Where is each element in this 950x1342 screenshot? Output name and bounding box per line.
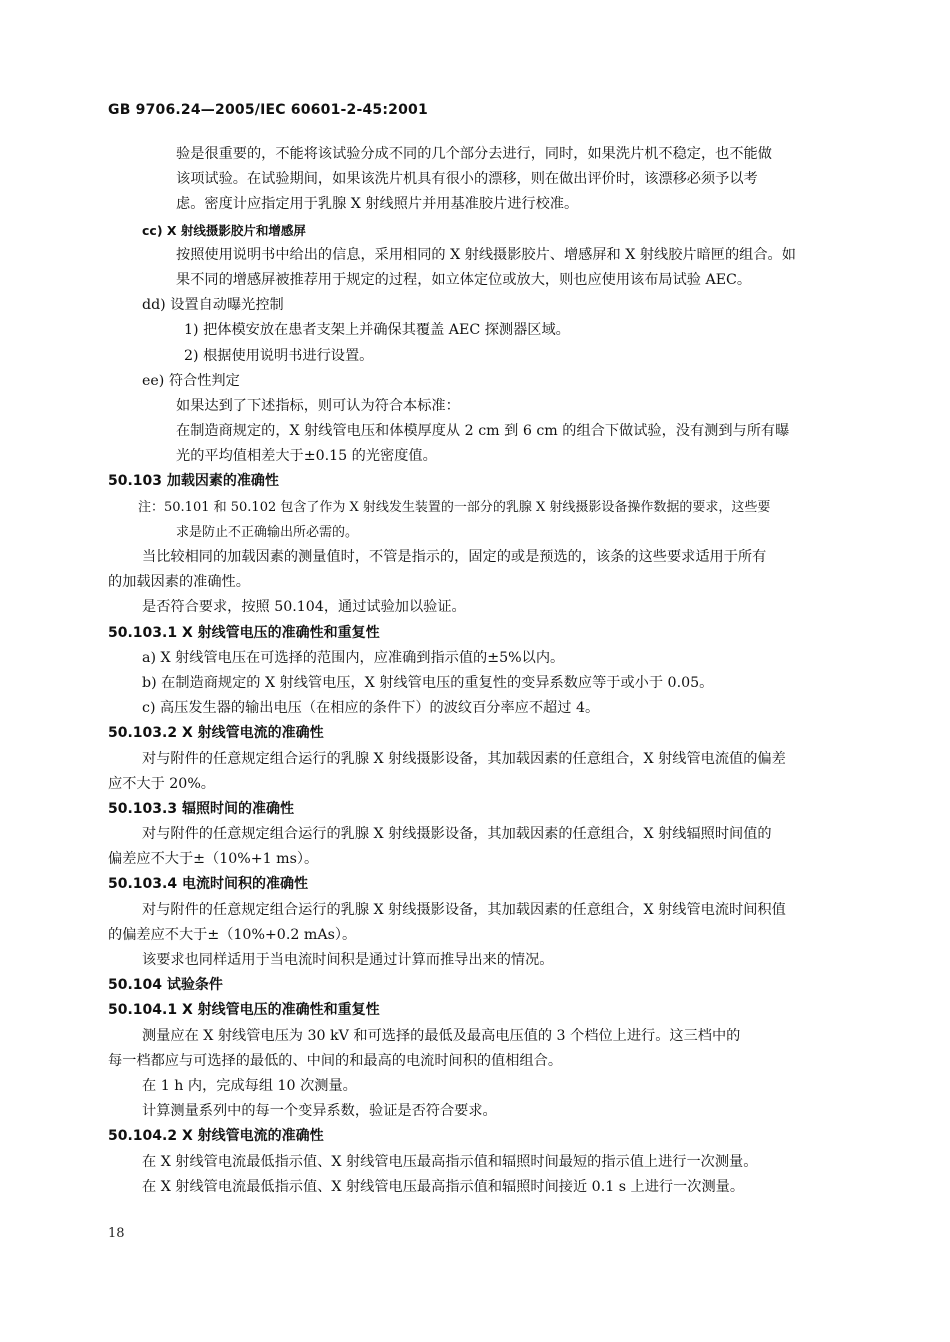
body-text-line: 每一档都应与可选择的最低的、中间的和最高的电流时间积的值相组合。 bbox=[108, 1052, 563, 1069]
body-text-line: 该项试验。在试验期间，如果该洗片机具有很小的漂移，则在做出评价时，该漂移必须予以考 bbox=[176, 171, 758, 188]
body-text-line: 果不同的增感屏被推荐用于规定的过程，如立体定位或放大，则也应使用该布局试验 AEC。 bbox=[176, 271, 752, 288]
body-text-line: 光的平均值相差大于±0.15 的光密度值。 bbox=[176, 448, 437, 465]
sub-list-item: 2) 根据使用说明书进行设置。 bbox=[184, 347, 374, 364]
standard-header: GB 9706.24—2005/IEC 60601-2-45:2001 bbox=[108, 102, 428, 118]
section-heading: 50.103.2 X 射线管电流的准确性 bbox=[108, 725, 324, 742]
body-text-line: 当比较相同的加载因素的测量值时，不管是指示的，固定的或是预选的，该条的这些要求适用于所有 bbox=[142, 549, 767, 565]
body-text-line: 计算测量系列中的每一个变异系数，验证是否符合要求。 bbox=[142, 1103, 497, 1120]
list-item-a: a) X 射线管电压在可选择的范围内，应准确到指示值的±5%以内。 bbox=[142, 649, 565, 666]
body-text-line: 对与附件的任意规定组合运行的乳腺 X 射线摄影设备，其加载因素的任意组合，X 射线辐照时间值的 bbox=[142, 826, 772, 843]
section-heading: 50.104.2 X 射线管电流的准确性 bbox=[108, 1128, 324, 1145]
body-text-line: 在制造商规定的，X 射线管电压和体模厚度从 2 cm 到 6 cm 的组合下做试验，没有测到与所有曝 bbox=[176, 423, 790, 440]
page-number: 18 bbox=[108, 1226, 125, 1241]
note-text: 求是防止不正确输出所必需的。 bbox=[176, 524, 359, 540]
body-text-line: 的加载因素的准确性。 bbox=[108, 574, 250, 591]
sub-list-item: 1) 把体模安放在患者支架上并确保其覆盖 AEC 探测器区域。 bbox=[184, 322, 570, 339]
body-text-line: 对与附件的任意规定组合运行的乳腺 X 射线摄影设备，其加载因素的任意组合，X 射线管电流值的偏差 bbox=[142, 750, 786, 767]
section-heading: 50.103.4 电流时间积的准确性 bbox=[108, 876, 308, 893]
body-text-line: 测量应在 X 射线管电压为 30 kV 和可选择的最低及最高电压值的 3 个档位上进行。这三档中的 bbox=[142, 1027, 741, 1044]
section-heading: 50.104 试验条件 bbox=[108, 977, 223, 994]
body-text-line: 应不大于 20%。 bbox=[108, 775, 215, 792]
list-item-dd: dd) 设置自动曝光控制 bbox=[142, 297, 284, 314]
list-item-b: b) 在制造商规定的 X 射线管电压，X 射线管电压的重复性的变异系数应等于或小于 0.05。 bbox=[142, 674, 714, 691]
list-item-cc: cc) X 射线摄影胶片和增感屏 bbox=[142, 222, 306, 238]
body-text-line: 在 X 射线管电流最低指示值、X 射线管电压最高指示值和辐照时间最短的指示值上进行一次测量。 bbox=[142, 1153, 758, 1170]
section-heading: 50.103.1 X 射线管电压的准确性和重复性 bbox=[108, 624, 380, 641]
body-text-line: 对与附件的任意规定组合运行的乳腺 X 射线摄影设备，其加载因素的任意组合，X 射线管电流时间积值 bbox=[142, 901, 786, 918]
document-body bbox=[108, 142, 844, 1200]
body-text-line: 虑。密度计应指定用于乳腺 X 射线照片并用基准胶片进行校准。 bbox=[176, 196, 579, 213]
body-text-line: 的偏差应不大于±（10%+0.2 mAs）。 bbox=[108, 926, 357, 943]
note-text: 注：50.101 和 50.102 包含了作为 X 射线发生装置的一部分的乳腺 X 射线摄影设备操作数据的要求，这些要 bbox=[138, 499, 771, 515]
body-text-line: 在 1 h 内，完成每组 10 次测量。 bbox=[142, 1077, 357, 1094]
body-text-line: 验是很重要的，不能将该试验分成不同的几个部分去进行，同时，如果洗片机不稳定，也不能做 bbox=[176, 146, 772, 162]
body-text-line: 按照使用说明书中给出的信息，采用相同的 X 射线摄影胶片、增感屏和 X 射线胶片暗匣的组合。如 bbox=[176, 246, 796, 263]
list-item-ee: ee) 符合性判定 bbox=[142, 372, 240, 389]
body-text-line: 在 X 射线管电流最低指示值、X 射线管电压最高指示值和辐照时间接近 0.1 s 上进行一次测量。 bbox=[142, 1178, 745, 1195]
list-item-c: c) 高压发生器的输出电压（在相应的条件下）的波纹百分率应不超过 4。 bbox=[142, 700, 600, 717]
section-heading: 50.103.3 辐照时间的准确性 bbox=[108, 800, 294, 817]
body-text-line: 是否符合要求，按照 50.104，通过试验加以验证。 bbox=[142, 599, 466, 616]
section-heading: 50.104.1 X 射线管电压的准确性和重复性 bbox=[108, 1002, 380, 1019]
section-heading: 50.103 加载因素的准确性 bbox=[108, 473, 279, 490]
body-text-line: 如果达到了下述指标，则可认为符合本标准： bbox=[176, 397, 460, 414]
body-text-line: 偏差应不大于±（10%+1 ms）。 bbox=[108, 851, 319, 868]
body-text-line: 该要求也同样适用于当电流时间积是通过计算而推导出来的情况。 bbox=[142, 952, 554, 968]
